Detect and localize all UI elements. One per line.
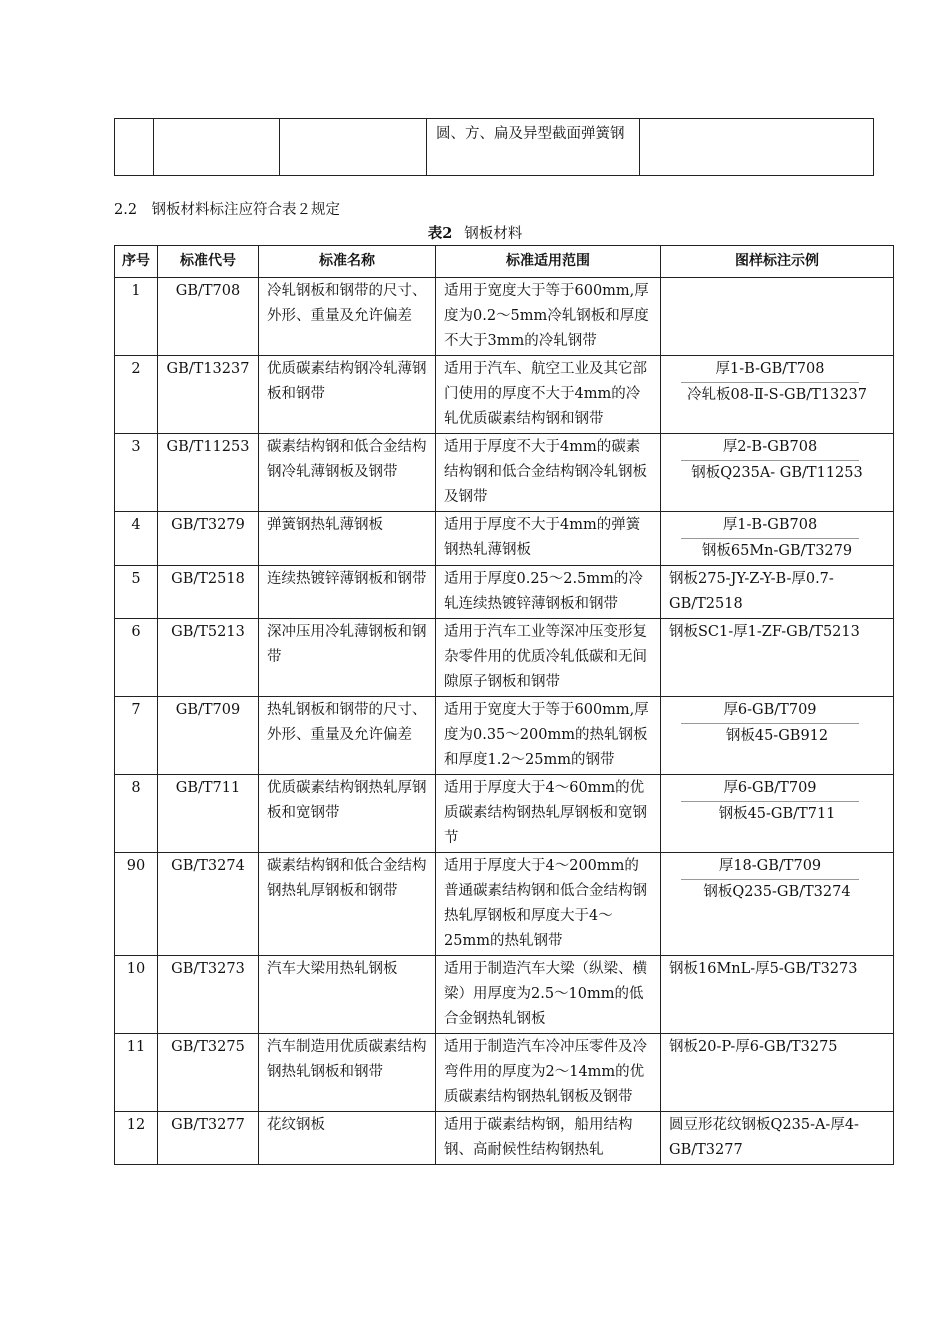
cell-code: GB/T3273 bbox=[158, 956, 259, 1034]
cell-scope: 圆、方、扁及异型截面弹簧钢 bbox=[427, 119, 640, 176]
caption-title: 钢板材料 bbox=[464, 226, 523, 242]
cell-scope: 适用于汽车、航空工业及其它部门使用的厚度不大于4mm的冷轧优质碳素结构钢和钢带 bbox=[436, 356, 661, 434]
cell-scope: 适用于宽度大于等于600mm,厚度为0.35～200mm的热轧钢板和厚度1.2～25mm的钢带 bbox=[436, 697, 661, 775]
cell-scope: 适用于宽度大于等于600mm,厚度为0.2～5mm冷轧钢板和厚度不大于3mm的冷轧钢带 bbox=[436, 278, 661, 356]
cell-name: 深冲压用冷轧薄钢板和钢带 bbox=[259, 619, 436, 697]
cell-scope: 适用于厚度不大于4mm的弹簧钢热轧薄钢板 bbox=[436, 512, 661, 566]
example-line: 厚2-B-GB708 bbox=[681, 435, 859, 461]
cell-name: 热轧钢板和钢带的尺寸、外形、重量及允许偏差 bbox=[259, 697, 436, 775]
table-caption bbox=[0, 224, 950, 244]
cell-example bbox=[661, 697, 894, 775]
cell-no: 2 bbox=[115, 356, 158, 434]
cell-name: 优质碳素结构钢冷轧薄钢板和钢带 bbox=[259, 356, 436, 434]
cell-example bbox=[661, 853, 894, 956]
cell-example bbox=[661, 1112, 894, 1165]
cell-scope: 适用于厚度大于4～60mm的优质碳素结构钢热轧厚钢板和宽钢节 bbox=[436, 775, 661, 853]
cell-no: 4 bbox=[115, 512, 158, 566]
section-heading: 2.2 钢板材料标注应符合表２规定 bbox=[114, 202, 341, 218]
cell-no: 8 bbox=[115, 775, 158, 853]
cell-no: 6 bbox=[115, 619, 158, 697]
example-line: 厚6-GB/T709 bbox=[681, 698, 859, 724]
cell-name: 花纹钢板 bbox=[259, 1112, 436, 1165]
example-line: 钢板16MnL-厚5-GB/T3273 bbox=[669, 961, 858, 977]
example-line: 钢板45-GB912 bbox=[725, 728, 829, 744]
table-header-row bbox=[115, 246, 894, 278]
cell-scope: 适用于厚度不大于4mm的碳素结构钢和低合金结构钢冷轧钢板及钢带 bbox=[436, 434, 661, 512]
cell-name: 弹簧钢热轧薄钢板 bbox=[259, 512, 436, 566]
example-line: 钢板275-JY-Z-Y-B-厚0.7-GB/T2518 bbox=[669, 571, 834, 612]
header-example: 图样标注示例 bbox=[661, 246, 894, 278]
cell-code: GB/T3274 bbox=[158, 853, 259, 956]
cell-name: 汽车制造用优质碳素结构钢热轧钢板和钢带 bbox=[259, 1034, 436, 1112]
table-row bbox=[115, 619, 894, 697]
header-scope: 标准适用范围 bbox=[436, 246, 661, 278]
table-row bbox=[115, 278, 894, 356]
table-row bbox=[115, 434, 894, 512]
cell-code: GB/T11253 bbox=[158, 434, 259, 512]
header-no: 序号 bbox=[115, 246, 158, 278]
cell-code: GB/T13237 bbox=[158, 356, 259, 434]
cell-no: 7 bbox=[115, 697, 158, 775]
cell-code: GB/T3279 bbox=[158, 512, 259, 566]
cell-scope: 适用于碳素结构钢，船用结构钢、高耐候性结构钢热轧 bbox=[436, 1112, 661, 1165]
cell-no: 5 bbox=[115, 566, 158, 619]
cell-code: GB/T711 bbox=[158, 775, 259, 853]
cell-example bbox=[661, 956, 894, 1034]
example-line: 钢板65Mn-GB/T3279 bbox=[701, 543, 853, 559]
cell-no bbox=[115, 119, 154, 176]
example-line: 厚18-GB/T709 bbox=[681, 854, 859, 880]
cell-example bbox=[661, 775, 894, 853]
cell-name: 冷轧钢板和钢带的尺寸、外形、重量及允许偏差 bbox=[259, 278, 436, 356]
header-name: 标准名称 bbox=[259, 246, 436, 278]
table-row bbox=[115, 1112, 894, 1165]
cell-example bbox=[661, 566, 894, 619]
example-line: 钢板Q235A- GB/T11253 bbox=[691, 465, 863, 481]
cell-name: 优质碳素结构钢热轧厚钢板和宽钢带 bbox=[259, 775, 436, 853]
example-line: 钢板Q235-GB/T3274 bbox=[703, 884, 851, 900]
cell-example bbox=[640, 119, 874, 176]
table-row bbox=[115, 775, 894, 853]
cell-no: 12 bbox=[115, 1112, 158, 1165]
table-row bbox=[115, 512, 894, 566]
cell-name: 连续热镀锌薄钢板和钢带 bbox=[259, 566, 436, 619]
cell-scope: 适用于厚度大于4～200mm的普通碳素结构钢和低合金结构钢热轧厚钢板和厚度大于4～25mm的热轧钢带 bbox=[436, 853, 661, 956]
cell-example bbox=[661, 619, 894, 697]
cell-code: GB/T5213 bbox=[158, 619, 259, 697]
continued-table bbox=[114, 118, 874, 176]
cell-no: 3 bbox=[115, 434, 158, 512]
table-row bbox=[115, 1034, 894, 1112]
cell-code: GB/T2518 bbox=[158, 566, 259, 619]
cell-scope: 适用于制造汽车冷冲压零件及冷弯件用的厚度为2～14mm的优质碳素结构钢热轧钢板及钢带 bbox=[436, 1034, 661, 1112]
header-code: 标准代号 bbox=[158, 246, 259, 278]
cell-name: 碳素结构钢和低合金结构钢热轧厚钢板和钢带 bbox=[259, 853, 436, 956]
example-line: 冷轧板08-Ⅱ-S-GB/T13237 bbox=[687, 387, 867, 403]
cell-no: 11 bbox=[115, 1034, 158, 1112]
table-row bbox=[115, 853, 894, 956]
table-row bbox=[115, 356, 894, 434]
cell-code: GB/T709 bbox=[158, 697, 259, 775]
caption-label: 表2 bbox=[427, 225, 453, 242]
table-row bbox=[115, 566, 894, 619]
cell-example bbox=[661, 278, 894, 356]
cell-scope: 适用于制造汽车大梁（纵梁、横梁）用厚度为2.5～10mm的低合金钢热轧钢板 bbox=[436, 956, 661, 1034]
example-line: 钢板45-GB/T711 bbox=[718, 806, 836, 822]
example-line: 厚1-B-GB/T708 bbox=[681, 357, 859, 383]
example-line: 厚1-B-GB708 bbox=[681, 513, 859, 539]
example-line: 钢板20-P-厚6-GB/T3275 bbox=[669, 1039, 838, 1055]
table-row bbox=[115, 697, 894, 775]
table-row bbox=[115, 956, 894, 1034]
cell-name: 汽车大梁用热轧钢板 bbox=[259, 956, 436, 1034]
cell-code: GB/T3277 bbox=[158, 1112, 259, 1165]
cell-no: 90 bbox=[115, 853, 158, 956]
cell-example bbox=[661, 1034, 894, 1112]
example-line: 圆豆形花纹钢板Q235-A-厚4- GB/T3277 bbox=[669, 1117, 859, 1158]
cell-example bbox=[661, 356, 894, 434]
cell-example bbox=[661, 512, 894, 566]
cell-name: 碳素结构钢和低合金结构钢冷轧薄钢板及钢带 bbox=[259, 434, 436, 512]
table-row bbox=[115, 119, 874, 176]
cell-no: 10 bbox=[115, 956, 158, 1034]
cell-scope: 适用于汽车工业等深冲压变形复杂零件用的优质冷轧低碳和无间隙原子钢板和钢带 bbox=[436, 619, 661, 697]
example-line: 钢板SC1-厚1-ZF-GB/T5213 bbox=[669, 624, 860, 640]
cell-code: GB/T708 bbox=[158, 278, 259, 356]
steel-plate-material-table bbox=[114, 245, 894, 1165]
cell-code: GB/T3275 bbox=[158, 1034, 259, 1112]
cell-name bbox=[280, 119, 427, 176]
cell-no: 1 bbox=[115, 278, 158, 356]
cell-code bbox=[154, 119, 280, 176]
cell-example bbox=[661, 434, 894, 512]
cell-scope: 适用于厚度0.25～2.5mm的冷轧连续热镀锌薄钢板和钢带 bbox=[436, 566, 661, 619]
example-line: 厚6-GB/T709 bbox=[681, 776, 859, 802]
